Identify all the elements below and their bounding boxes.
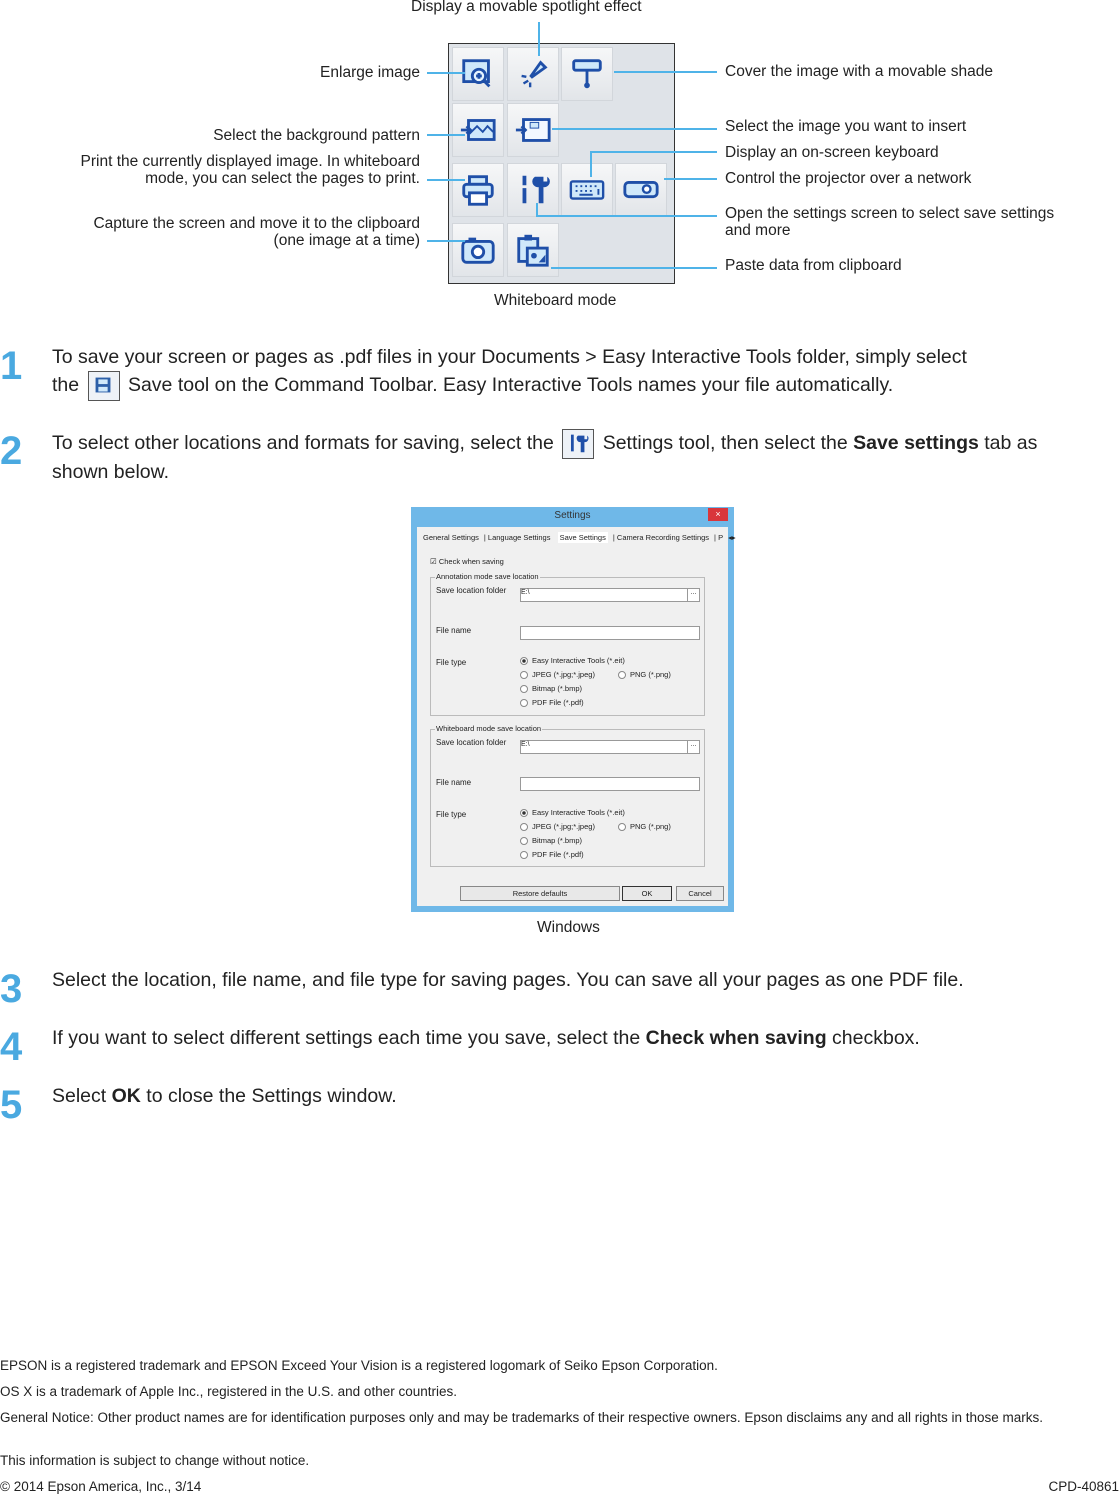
step-number: 4	[0, 1025, 23, 1069]
label-print-line2: mode, you can select the pages to print.	[145, 170, 420, 187]
step-text: If you want to select different settings each time you save, select the	[52, 1027, 641, 1049]
settings-dialog	[411, 507, 734, 912]
restore-defaults-button[interactable]: Restore defaults	[460, 886, 620, 901]
callout-line	[552, 128, 717, 130]
projector-icon	[622, 171, 660, 209]
label-spotlight: Display a movable spotlight effect	[411, 0, 642, 15]
step-5-text	[52, 1083, 1112, 1110]
ok-button[interactable]: OK	[622, 886, 672, 901]
step-number: 2	[0, 429, 23, 473]
radio-bmp[interactable]: Bitmap (*.bmp)	[520, 684, 582, 693]
spotlight-button[interactable]	[507, 47, 559, 101]
radio-eit[interactable]: Easy Interactive Tools (*.eit)	[520, 656, 625, 665]
checkbox-label: Check when saving	[438, 557, 504, 566]
callout-line	[614, 71, 717, 73]
step-3-text: Select the location, file name, and file type for saving pages. You can save all your pages as one PDF file.	[52, 969, 964, 991]
save-folder-input[interactable]: E:\	[520, 740, 688, 754]
radio-bmp[interactable]: Bitmap (*.bmp)	[520, 836, 582, 845]
tab-language-settings[interactable]: Language Settings	[487, 533, 551, 542]
projector-button[interactable]	[615, 163, 667, 217]
label-projector: Control the projector over a network	[725, 170, 972, 187]
radio-jpeg[interactable]: JPEG (*.jpg;*.jpeg)	[520, 822, 595, 831]
background-pattern-icon	[459, 111, 497, 149]
tab-bar: General Settings | Language Settings Save Settings | Camera Recording Settings | P ◂▸	[423, 533, 736, 542]
keyboard-icon	[568, 171, 606, 209]
shade-icon	[568, 55, 606, 93]
step-text: tab as	[984, 432, 1038, 455]
save-folder-input[interactable]: E:\	[520, 588, 688, 602]
label-print	[81, 153, 420, 187]
folder-label: Save location folder	[436, 586, 507, 595]
label-paste: Paste data from clipboard	[725, 257, 902, 274]
insert-image-button[interactable]	[507, 103, 559, 157]
callout-line	[427, 240, 465, 242]
keyboard-button[interactable]	[561, 163, 613, 217]
folder-label: Save location folder	[436, 738, 507, 747]
step-1-text	[52, 344, 1112, 401]
dialog-caption: Windows	[537, 919, 600, 936]
file-name-input[interactable]	[520, 626, 700, 640]
label-capture	[93, 215, 420, 249]
step-text-bold: OK	[111, 1085, 141, 1107]
radio-jpeg[interactable]: JPEG (*.jpg;*.jpeg)	[520, 670, 595, 679]
print-button[interactable]	[452, 163, 504, 217]
clipboard-paste-icon	[514, 231, 552, 269]
tab-save-settings[interactable]: Save Settings	[559, 533, 606, 542]
label-enlarge: Enlarge image	[320, 64, 420, 81]
insert-image-icon	[514, 111, 552, 149]
group-title: Annotation mode save location	[436, 572, 539, 581]
flashlight-icon	[514, 55, 552, 93]
file-type-label: File type	[436, 810, 467, 819]
step-4-text	[52, 1025, 1112, 1052]
zoom-in-icon	[459, 55, 497, 93]
step-text: to close the Settings window.	[146, 1085, 397, 1107]
enlarge-button[interactable]	[452, 47, 504, 101]
tab-camera-recording-settings[interactable]: Camera Recording Settings	[616, 533, 710, 542]
callout-line	[664, 178, 717, 180]
step-2-text	[52, 429, 1112, 486]
step-text: the	[52, 374, 80, 397]
settings-button[interactable]	[507, 163, 559, 217]
step-text: To select other locations and formats for saving, select the	[52, 432, 554, 455]
label-settings-line2: and more	[725, 222, 791, 239]
save-tool-icon	[88, 371, 120, 401]
callout-line	[427, 179, 465, 181]
step-number: 1	[0, 344, 23, 388]
radio-png[interactable]: PNG (*.png)	[618, 822, 671, 831]
browse-button[interactable]: ...	[687, 740, 700, 754]
cancel-button[interactable]: Cancel	[676, 886, 724, 901]
footer-osx: OS X is a trademark of Apple Inc., registered in the U.S. and other countries.	[0, 1384, 457, 1399]
callout-line	[551, 267, 717, 269]
label-shade: Cover the image with a movable shade	[725, 63, 993, 80]
check-when-saving-checkbox[interactable]: ☑ Check when saving	[430, 557, 504, 566]
step-number: 5	[0, 1083, 23, 1127]
file-type-label: File type	[436, 658, 467, 667]
label-capture-line2: (one image at a time)	[273, 232, 420, 249]
radio-png[interactable]: PNG (*.png)	[618, 670, 671, 679]
annotation-group	[430, 572, 705, 716]
shade-button[interactable]	[561, 47, 613, 101]
callout-line	[590, 151, 717, 153]
step-text: Settings tool, then select the	[602, 432, 848, 455]
callout-line	[427, 134, 465, 136]
tools-icon	[514, 171, 552, 209]
background-button[interactable]	[452, 103, 504, 157]
toolbar-caption: Whiteboard mode	[494, 292, 617, 309]
step-text: shown below.	[52, 461, 170, 483]
label-keyboard: Display an on-screen keyboard	[725, 144, 939, 161]
step-number: 3	[0, 967, 23, 1011]
footer-notice: General Notice: Other product names are for identification purposes only and may be trademarks of their respective owners. Epson disclaims any and all rights in those marks.	[0, 1410, 1044, 1425]
callout-line	[536, 215, 717, 217]
label-capture-line1: Capture the screen and move it to the clipboard	[93, 215, 420, 232]
close-button[interactable]: ×	[708, 508, 728, 521]
step-text: Select	[52, 1085, 107, 1107]
step-text: Save tool on the Command Toolbar. Easy Interactive Tools names your file automatically.	[127, 374, 894, 397]
step-text: To save your screen or pages as .pdf files in your Documents > Easy Interactive Tools folder, simply select	[52, 346, 967, 368]
whiteboard-group	[430, 724, 705, 867]
capture-button[interactable]	[452, 223, 504, 277]
footer-trademark: EPSON is a registered trademark and EPSON Exceed Your Vision is a registered logomark of Seiko Epson Corporation.	[0, 1358, 718, 1373]
command-toolbar	[448, 43, 675, 284]
settings-tool-icon	[562, 429, 594, 459]
radio-eit[interactable]: Easy Interactive Tools (*.eit)	[520, 808, 625, 817]
footer-copyright: © 2014 Epson America, Inc., 3/14	[0, 1479, 202, 1494]
tab-scroll-arrows[interactable]: ◂▸	[728, 533, 736, 542]
camera-icon	[459, 231, 497, 269]
callout-line	[590, 151, 592, 177]
radio-pdf[interactable]: PDF File (*.pdf)	[520, 698, 584, 707]
label-insert: Select the image you want to insert	[725, 118, 967, 135]
group-title: Whiteboard mode save location	[436, 724, 542, 733]
callout-line	[538, 22, 540, 56]
callout-line	[427, 72, 465, 74]
label-print-line1: Print the currently displayed image. In whiteboard	[80, 153, 420, 170]
step-text: checkbox.	[832, 1027, 920, 1049]
browse-button[interactable]: ...	[687, 588, 700, 602]
step-text-bold: Save settings	[853, 432, 979, 455]
radio-pdf[interactable]: PDF File (*.pdf)	[520, 850, 584, 859]
label-background: Select the background pattern	[213, 127, 420, 144]
label-settings-line1: Open the settings screen to select save settings	[725, 205, 1055, 222]
file-name-label: File name	[436, 626, 472, 635]
file-name-input[interactable]	[520, 777, 700, 791]
footer-change: This information is subject to change without notice.	[0, 1453, 310, 1468]
dialog-title: Settings	[554, 510, 591, 521]
printer-icon	[459, 171, 497, 209]
footer-code: CPD-40861	[1048, 1479, 1119, 1494]
tab-overflow[interactable]: P	[718, 533, 724, 542]
step-text-bold: Check when saving	[645, 1027, 827, 1049]
file-name-label: File name	[436, 778, 472, 787]
label-settings	[725, 205, 1054, 239]
tab-general-settings[interactable]: General Settings	[423, 533, 479, 542]
